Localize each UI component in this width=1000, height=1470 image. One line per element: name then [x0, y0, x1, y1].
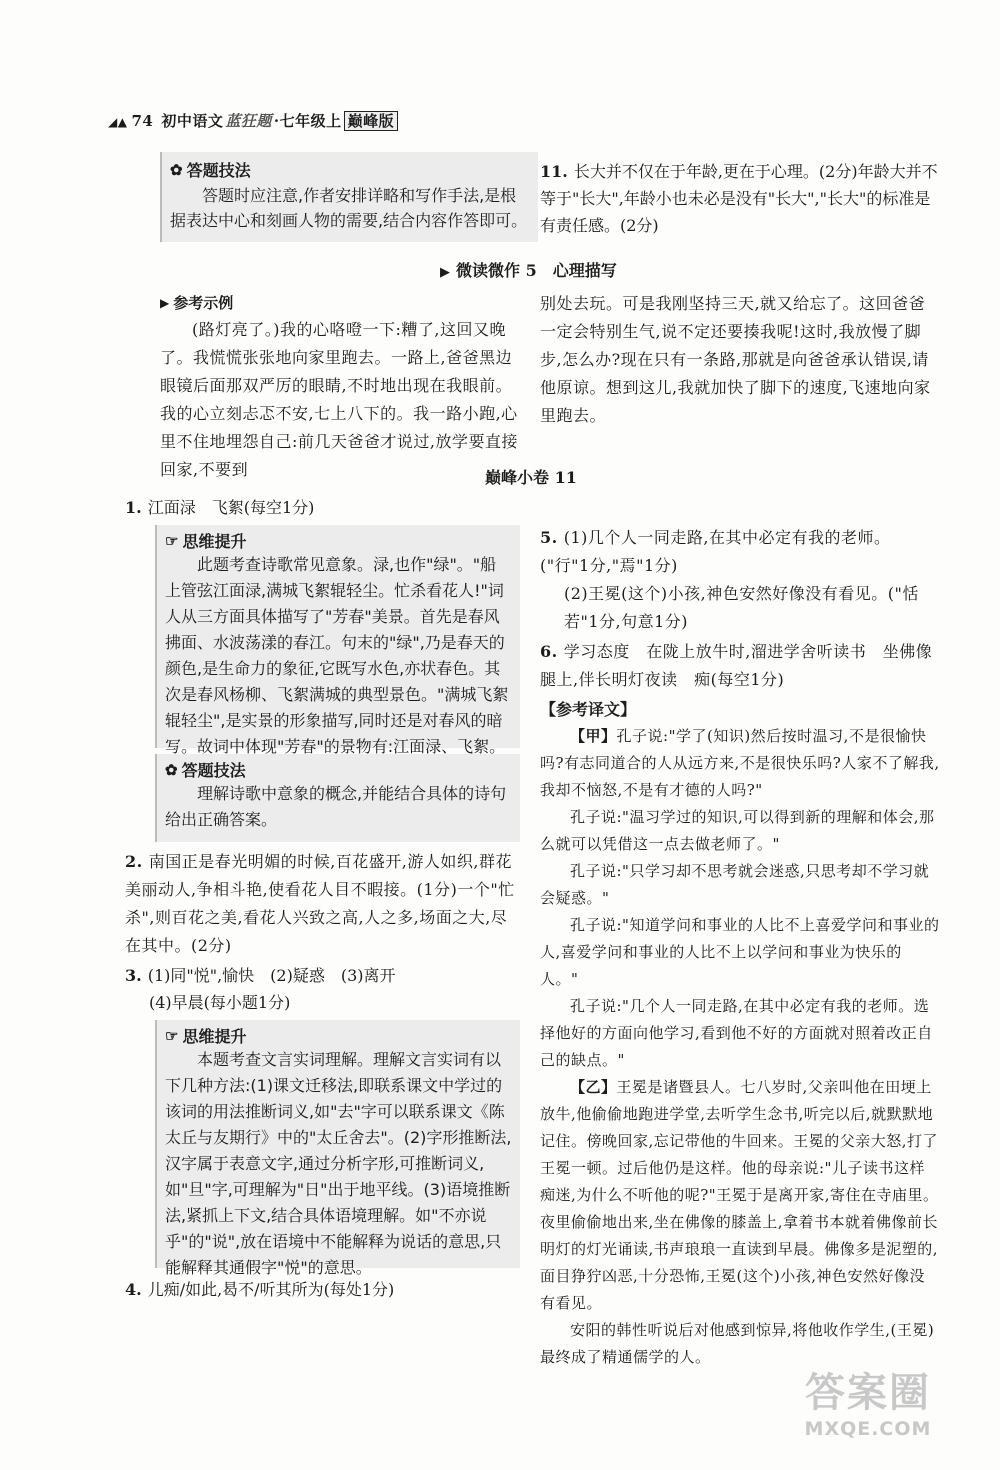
tip-box-title — [170, 158, 530, 181]
gear-icon: ✿ — [165, 760, 178, 779]
jia-label: 【甲】 — [570, 727, 617, 745]
tip-text: 答题时应注意,作者安排详略和写作手法,是根据表达中心和刻画人物的需要,结合内容作答即可。 — [170, 186, 528, 230]
header-edition: 巅峰版 — [344, 111, 399, 131]
translation-yi — [540, 1074, 940, 1371]
yi-p2: 安阳的韩性听说后对他感到惊异,将他收作学生,(王冕)最终成了精通儒学的人。 — [540, 1321, 935, 1366]
tech-title-text: 答题技法 — [181, 761, 246, 780]
triangle-icon: ◢▲ — [108, 115, 128, 129]
question-6 — [540, 638, 940, 694]
translation-jia — [540, 723, 940, 1074]
tip-title-text: 答题技法 — [186, 161, 251, 180]
think-box-1 — [155, 525, 520, 756]
think1-title-text: 思维提升 — [182, 532, 247, 551]
q11-text: 长大并不仅在于年龄,更在于心理。(2分)年龄大并不等于"长大",年龄小也未必是没有"长大","长大"的标准是有责任感。(2分) — [540, 162, 938, 235]
think-title-2 — [165, 1024, 512, 1047]
jia-p5: 孔子说:"几个人一同走路,在其中必定有我的老师。选择他好的方面向他学习,看到他不好的方面就对照着改正自己的缺点。" — [540, 997, 933, 1069]
header-grade: 七年级上 — [279, 112, 342, 130]
q3-line2: (4)早晨(每小题1分) — [149, 993, 291, 1012]
q2-text: 南国正是春光明媚的时候,百花盛开,游人如织,群花美丽动人,争相斗艳,使看花人目不暇接。(1分)一个"忙杀",则百花之美,看花人兴致之高,人之多,场面之大,尽在其中。(2分) — [125, 852, 515, 955]
q2-num: 2. — [125, 852, 143, 871]
tip-box-2 — [155, 754, 520, 842]
arrow-icon: ▶ — [160, 295, 170, 310]
tip-box-top — [160, 152, 538, 242]
q6-text: 学习态度 在陇上放牛时,溜进学舍听读书 坐佛像腿上,伴长明灯夜读 痴(每空1分) — [540, 642, 933, 689]
translation-title — [540, 696, 940, 723]
q5-line2: (2)王冕(这个)小孩,神色安然好像没有看见。("恬若"1分,句意1分) — [564, 584, 919, 631]
watermark-url: MXQE.COM — [804, 1418, 932, 1440]
tip-title-2 — [165, 758, 512, 781]
tech-text: 理解诗歌中意象的概念,并能结合具体的诗句给出正确答案。 — [165, 784, 507, 829]
jia-p3: 孔子说:"只学习却不思考就会迷惑,只思考却不学习就会疑惑。" — [540, 862, 930, 907]
q3-line1: (1)同"悦",愉快 (2)疑惑 (3)离开 — [147, 966, 396, 985]
question-11 — [540, 158, 940, 239]
watermark-text: 答案圈 — [805, 1369, 931, 1416]
gear-icon: ✿ — [170, 160, 183, 179]
think-box-2 — [155, 1020, 520, 1277]
q1-num: 1. — [125, 498, 142, 517]
page-header — [108, 110, 398, 131]
arrow-icon: ▶ — [440, 265, 450, 280]
think-body-2 — [165, 1047, 512, 1281]
sample-right-text: 别处去玩。可是我刚坚持三天,就又给忘了。这回爸爸一定会特别生气,说不定还要揍我呢!这时,我放慢了脚步,怎么办?现在只有一条路,那就是向爸爸承认错误,请他原谅。想到这儿,我就加快了脚下的速度,飞速地向家里跑去。 — [540, 294, 931, 425]
page-number: 74 — [131, 112, 154, 130]
think-body-1 — [165, 552, 512, 760]
think1-text: 此题考查诗歌常见意象。渌,也作"绿"。"船上管弦江面渌,满城飞絮辊轻尘。忙杀看花人!"词人从三方面具体描写了"芳春"美景。首先是春风拂面、水波荡漾的春江。句末的"绿",乃是春天的颜色,是生命力的象征,它既写水色,亦状春色。其次是春风杨柳、飞絮满城的典型景色。"满城飞絮辊轻尘",是实景的形象描写,同时还是对春风的暗写。故词中体现"芳春"的景物有:江面渌、飞絮。 — [165, 555, 509, 756]
right-column — [540, 524, 940, 1371]
question-1 — [125, 494, 520, 521]
sample-title-text: 参考示例 — [173, 294, 234, 312]
think2-text: 本题考查文言实词理解。理解文言实词有以下几种方法:(1)课文迁移法,即联系课文中学过的该词的用法推断词义,如"去"字可以联系课文《陈太丘与友期行》中的"太丘舍去"。(2)字形推断法,汉字属于表意文字,通过分析字形,可推断词义,如"旦"字,可理解为"日"出于地平线。(3)语境推断法,紧抓上下文,结合具体语境理解。如"不亦说乎"的"说",放在语境中不能解释为说话的意思,只能解释其通假字"悦"的意思。 — [165, 1050, 512, 1277]
question-5 — [540, 524, 940, 636]
watermark — [784, 1361, 952, 1440]
thumb-icon: ☞ — [165, 1026, 179, 1045]
sample-title — [160, 292, 233, 313]
tip-box-body — [170, 183, 530, 233]
thumb-icon: ☞ — [165, 531, 179, 550]
think2-title-text: 思维提升 — [182, 1027, 247, 1046]
trans-title-text: 【参考译文】 — [540, 700, 637, 719]
section-title-2 — [485, 465, 577, 488]
yi-label: 【乙】 — [570, 1078, 617, 1096]
q3-num: 3. — [125, 966, 142, 985]
sample-left-text: (路灯亮了。)我的心咯噔一下:糟了,这回又晚了。我慌慌张张地向家里跑去。一路上,爸爸黑边眼镜后面那双严厉的眼睛,不时地出现在我眼前。我的心立刻忐忑不安,七上八下的。我一路小跑,心里不住地埋怨自己:前几天爸爸才说过,放学要直接回家,不要到 — [160, 320, 518, 479]
header-sep: · — [273, 112, 280, 130]
jia-p2: 孔子说:"温习学过的知识,可以得到新的理解和体会,那么就可以凭借这一点去做老师了。" — [540, 808, 935, 853]
think-title-1 — [165, 529, 512, 552]
section2-title-text: 巅峰小卷 11 — [485, 468, 577, 487]
header-subject: 初中语文 — [161, 112, 224, 130]
q1-text: 江面渌 飞絮(每空1分) — [147, 498, 315, 517]
q6-num: 6. — [540, 642, 558, 661]
sample-right — [540, 290, 940, 430]
q11-num: 11. — [540, 162, 568, 181]
question-3 — [125, 962, 520, 1016]
jia-p1: 孔子说:"学了(知识)然后按时温习,不是很愉快吗?有志同道合的人从远方来,不是很快乐吗?人家不了解我,我却不恼怒,不是有才德的人吗?" — [540, 727, 940, 799]
question-2 — [125, 848, 520, 960]
jia-p4: 孔子说:"知道学问和事业的人比不上喜爱学问和事业的人,喜爱学问和事业的人比不上以学问和事业为快乐的人。" — [540, 916, 940, 988]
section-title-1 — [440, 258, 617, 281]
yi-p1: 王冕是诸暨县人。七八岁时,父亲叫他在田埂上放牛,他偷偷地跑进学堂,去听学生念书,听完以后,就默默地记住。傍晚回家,忘记带他的牛回来。王冕的父亲大怒,打了王冕一顿。过后他仍是这样。他的母亲说:"儿子读书这样痴迷,为什么不听他的呢?"王冕于是离开家,寄住在寺庙里。夜里偷偷地出来,坐在佛像的膝盖上,拿着书本就着佛像前长明灯的灯光诵读,书声琅琅一直读到早晨。佛像多是泥塑的,面目狰狞凶恶,十分恐怖,王冕(这个)小孩,神色安然好像没有看见。 — [540, 1078, 939, 1312]
left-column — [125, 494, 520, 1303]
header-brand: 蓝狂题 — [225, 112, 272, 130]
sample-left — [160, 316, 520, 484]
tip-body-2 — [165, 781, 512, 833]
q4-num: 4. — [125, 1280, 142, 1299]
q5-num: 5. — [540, 528, 558, 547]
q4-text: 儿痴/如此,曷不/听其所为(每处1分) — [147, 1280, 395, 1299]
q5-line1: (1)几个人一同走路,在其中必定有我的老师。("行"1分,"焉"1分) — [540, 528, 891, 575]
question-4 — [125, 1276, 520, 1303]
section1-title-text: 微读微作 5 心理描写 — [456, 261, 617, 280]
